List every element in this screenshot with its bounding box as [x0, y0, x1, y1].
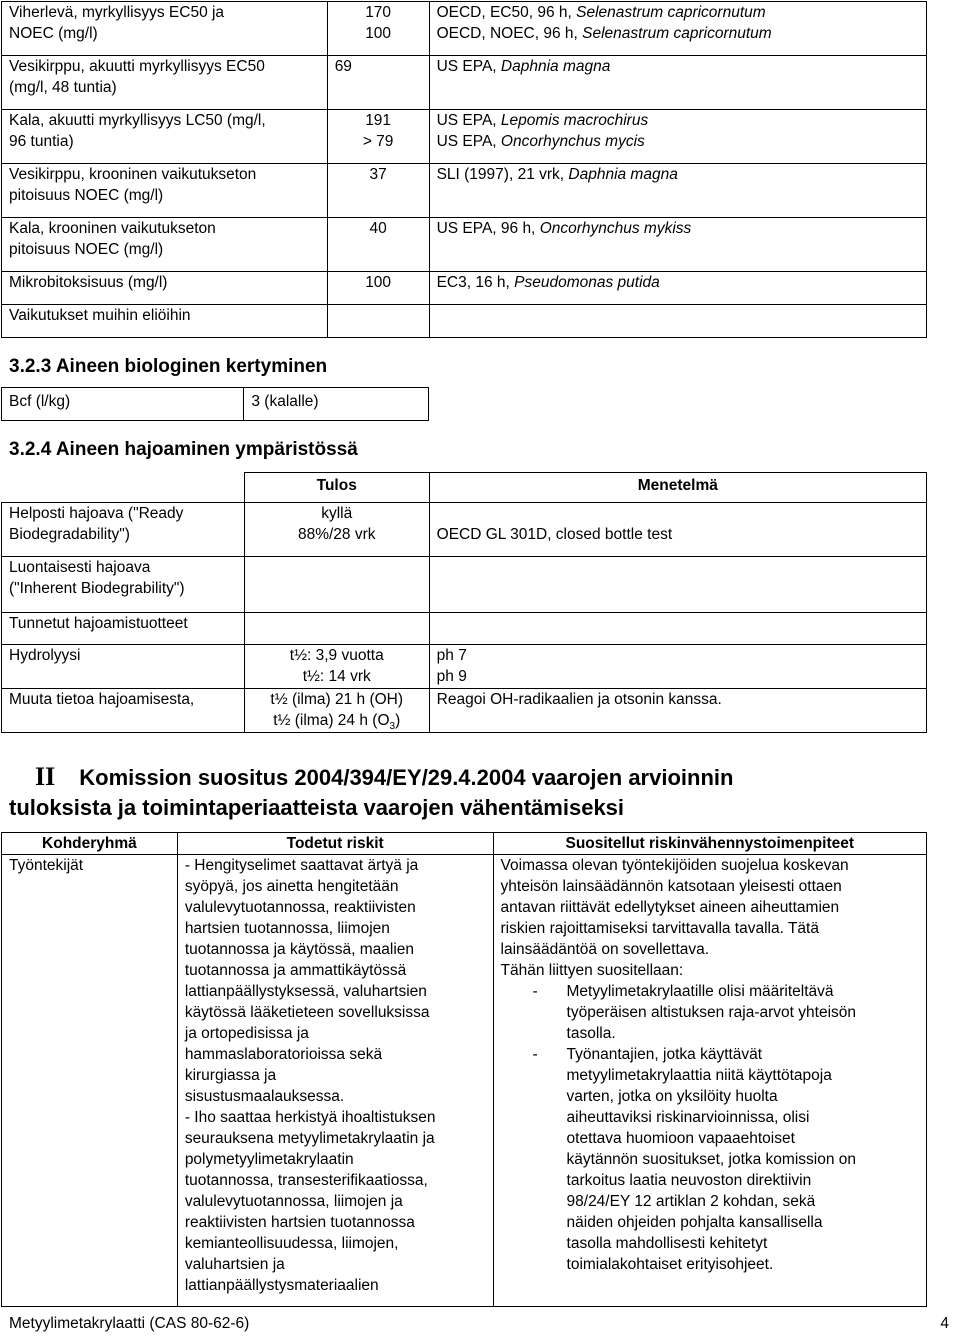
- tox-row: [2, 110, 927, 164]
- measure-bullet-line: toimialakohtaiset erityisohjeet.: [566, 1256, 774, 1273]
- risk-group-cell: Työntekijät: [2, 855, 178, 1307]
- risk-line: - Iho saattaa herkistyä ihoaltistuksen: [184, 1109, 436, 1126]
- tox-value: [327, 218, 429, 272]
- tox-method: [429, 218, 926, 272]
- measure-bullet-line: otettava huomioon vapaaehtoiset: [566, 1130, 795, 1147]
- degradation-label-line: Tunnetut hajoamistuotteet: [9, 615, 188, 632]
- measures-list: [501, 981, 919, 1275]
- risk-line: sisustusmaalauksessa.: [184, 1088, 345, 1105]
- tox-row: [2, 305, 927, 338]
- degradation-method: [429, 557, 926, 613]
- measure-intro-line: Voimassa olevan työntekijöiden suojelua koskevan: [500, 857, 849, 874]
- tox-label: [2, 305, 328, 338]
- measure-bullet-line: metyylimetakrylaattia niitä käyttötapoja: [566, 1067, 832, 1084]
- tox-method-species: Daphnia magna: [500, 58, 611, 75]
- footer-document-name: Metyylimetakrylaatti (CAS 80-62-6): [9, 1315, 250, 1332]
- tox-label-line: Vesikirppu, krooninen vaikutukseton: [9, 166, 257, 183]
- degradation-label: [2, 645, 245, 689]
- degradation-result-line: t½ (ilma) 21 h (OH): [270, 691, 404, 708]
- tox-value-line: > 79: [362, 133, 394, 150]
- bcf-value: 3 (kalalle): [244, 388, 429, 421]
- degradation-header-result: Tulos: [244, 473, 429, 503]
- risk-line: ja ortopedisissa ja: [184, 1025, 309, 1042]
- risk-line: tuotannossa ja käytössä, maalien: [184, 941, 415, 958]
- degradation-row: [2, 557, 927, 613]
- risk-line: syöpyä, jos ainetta hengitetään: [184, 878, 399, 895]
- degradation-result-line: t½: 14 vrk: [302, 668, 371, 685]
- degradation-result-line: kyllä: [321, 505, 353, 522]
- tox-value: [327, 2, 429, 56]
- tox-method-text: US EPA, 96 h,: [436, 220, 540, 237]
- degradation-result: [244, 557, 429, 613]
- measure-intro-line: riskien rajoittamiseksi tarvittavalla tavalla. Tätä: [500, 920, 819, 937]
- tox-value: [327, 272, 429, 305]
- degradation-label: [2, 613, 245, 645]
- tox-method-text: OECD, EC50, 96 h,: [436, 4, 577, 21]
- degradation-result-line: 88%/28 vrk: [297, 526, 376, 543]
- footer-page-number: 4: [940, 1315, 949, 1332]
- tox-method-species: Pseudomonas putida: [514, 274, 660, 291]
- tox-value: [327, 305, 429, 338]
- measure-bullet-line: varten, jotka on yksilöity huolta: [566, 1088, 778, 1105]
- tox-label-line: Vesikirppu, akuutti myrkyllisyys EC50: [9, 58, 265, 75]
- tox-label-line: NOEC (mg/l): [9, 25, 98, 42]
- tox-value-line: 100: [365, 274, 392, 291]
- degradation-header-method: Menetelmä: [429, 473, 926, 503]
- degradation-result: [244, 689, 429, 733]
- risk-line: lattianpäällystyksessä, valuhartsien: [184, 983, 427, 1000]
- tox-label-line: Viherlevä, myrkyllisyys EC50 ja: [9, 4, 225, 21]
- risk-line: seurauksena metyylimetakrylaatin ja: [184, 1130, 435, 1147]
- measure-bullet-line: näiden ohjeiden pohjalta kansallisella: [566, 1214, 823, 1231]
- measure-bullet-line: aiheuttaviksi riskinarvioinnissa, olisi: [566, 1109, 810, 1126]
- tox-method-text: EC3, 16 h,: [436, 274, 515, 291]
- tox-label: [2, 272, 328, 305]
- tox-label-line: Kala, akuutti myrkyllisyys LC50 (mg/l,: [9, 112, 266, 129]
- risk-line: hammaslaboratorioissa sekä: [184, 1046, 383, 1063]
- degradation-method: [429, 689, 926, 733]
- tox-method-species: Selenastrum capricornutum: [576, 4, 766, 21]
- tox-method-text: OECD, NOEC, 96 h,: [436, 25, 583, 42]
- tox-method-species: Daphnia magna: [568, 166, 678, 183]
- degradation-result-close: ): [395, 712, 401, 729]
- section-ii-roman: II: [35, 762, 56, 791]
- tox-method-species: Oncorhynchus mycis: [500, 133, 645, 150]
- degradation-label: [2, 689, 245, 733]
- risk-header-risks: Todetut riskit: [177, 833, 493, 855]
- degradation-method-line: Reagoi OH-radikaalien ja otsonin kanssa.: [436, 691, 722, 708]
- tox-row: [2, 164, 927, 218]
- tox-value: [327, 56, 429, 110]
- tox-label: [2, 2, 328, 56]
- ozone-subscript: 3: [389, 721, 396, 733]
- degradation-table: [1, 472, 927, 733]
- tox-method-text: US EPA,: [436, 58, 501, 75]
- tox-value-line: 100: [365, 25, 392, 42]
- degradation-method-line: ph 7: [436, 647, 467, 664]
- degradation-label-line: Helposti hajoava ("Ready: [9, 505, 184, 522]
- degradation-header-empty: [2, 473, 245, 503]
- risk-line: tuotannossa ja ammattikäytössä: [184, 962, 407, 979]
- tox-value-line: 69: [334, 58, 352, 75]
- degradation-result: [244, 503, 429, 557]
- section-3-2-4-heading: 3.2.4 Aineen hajoaminen ympäristössä: [9, 439, 358, 460]
- tox-label-line: Vaikutukset muihin eliöihin: [9, 307, 191, 324]
- tox-label-line: 96 tuntia): [9, 133, 74, 150]
- degradation-label-line: ("Inherent Biodegrability"): [9, 580, 185, 597]
- measure-intro-line: Tähän liittyen suositellaan:: [500, 962, 684, 979]
- measure-intro-line: yhteisön lainsäädännön katsotaan yleisesti ottaen: [500, 878, 842, 895]
- risk-line: käytössä lääketieteen sovelluksissa: [184, 1004, 430, 1021]
- measure-bullet-line: Työnantajien, jotka käyttävät: [566, 1046, 763, 1063]
- measure-bullet-line: työperäisen altistuksen raja-arvot yhteisön: [566, 1004, 856, 1021]
- risk-line: lattianpäällystysmateriaalien: [184, 1277, 379, 1294]
- ecotoxicity-table: [1, 1, 927, 338]
- bcf-table: [1, 387, 429, 421]
- measure-bullet-line: tarkoitus laatia neuvoston direktiivin: [566, 1172, 812, 1189]
- risk-line: kemianteollisuudessa, liimojen,: [184, 1235, 399, 1252]
- degradation-method: [429, 645, 926, 689]
- tox-method: [429, 2, 926, 56]
- risk-line: valulevytuotannossa, reaktiivisten: [184, 899, 416, 916]
- measure-bullet-line: tasolla.: [566, 1025, 616, 1042]
- degradation-label-line: Biodegradability"): [9, 526, 130, 543]
- tox-value-line: 37: [369, 166, 387, 183]
- measure-bullet-line: tasolla mahdollisesti kehitetyt: [566, 1235, 768, 1252]
- degradation-result-line: t½: 3,9 vuotta: [289, 647, 384, 664]
- risk-line: tuotannossa, transesterifikaatiossa,: [184, 1172, 428, 1189]
- measure-bullet: [501, 1044, 919, 1275]
- measure-intro-line: lainsäädäntöä on sovellettava.: [500, 941, 710, 958]
- degradation-result-line: t½ (ilma) 24 h (O: [273, 712, 390, 729]
- tox-method: [429, 305, 926, 338]
- tox-method-text: SLI (1997), 21 vrk,: [436, 166, 569, 183]
- tox-value-line: 191: [365, 112, 392, 129]
- tox-value-line: 170: [365, 4, 392, 21]
- degradation-method: [429, 503, 926, 557]
- tox-row: [2, 56, 927, 110]
- risk-table: [1, 832, 927, 1307]
- bcf-label: Bcf (l/kg): [2, 388, 244, 421]
- tox-label: [2, 164, 328, 218]
- measure-bullet-line: 98/24/EY 12 artiklan 2 kohdan, sekä: [566, 1193, 816, 1210]
- tox-method-species: Lepomis macrochirus: [500, 112, 649, 129]
- degradation-label: [2, 503, 245, 557]
- tox-method: [429, 56, 926, 110]
- risk-header-measures: Suositellut riskinvähennystoimenpiteet: [493, 833, 926, 855]
- degradation-label-line: Luontaisesti hajoava: [9, 559, 151, 576]
- degradation-label-line: Muuta tietoa hajoamisesta,: [9, 691, 195, 708]
- measure-bullet-line: käytännön suositukset, jotka komission on: [566, 1151, 857, 1168]
- degradation-label: [2, 557, 245, 613]
- degradation-row: [2, 503, 927, 557]
- risk-line: hartsien tuotannossa, liimojen: [184, 920, 390, 937]
- degradation-row: [2, 689, 927, 733]
- tox-label-line: Kala, krooninen vaikutukseton: [9, 220, 216, 237]
- tox-label-line: Mikrobitoksisuus (mg/l): [9, 274, 168, 291]
- tox-value: [327, 164, 429, 218]
- tox-method-text: US EPA,: [436, 112, 501, 129]
- degradation-result: [244, 613, 429, 645]
- degradation-row: [2, 613, 927, 645]
- dash-marker: -: [532, 1046, 538, 1063]
- section-3-2-3-heading: 3.2.3 Aineen biologinen kertyminen: [9, 356, 328, 377]
- tox-method-text: US EPA,: [436, 133, 501, 150]
- tox-row: [2, 218, 927, 272]
- tox-value: [327, 110, 429, 164]
- measure-intro-line: antavan riittävät edellytykset aineen aiheuttamien: [500, 899, 840, 916]
- tox-label-line: pitoisuus NOEC (mg/l): [9, 241, 164, 258]
- tox-method-species: Oncorhynchus mykiss: [539, 220, 692, 237]
- degradation-method-line: OECD GL 301D, closed bottle test: [436, 526, 673, 543]
- risk-risks-cell: [177, 855, 493, 1307]
- degradation-method-line: ph 9: [436, 668, 467, 685]
- tox-label: [2, 110, 328, 164]
- section-ii-title-line2: tuloksista ja toimintaperiaatteista vaarojen vähentämiseksi: [9, 795, 625, 820]
- tox-method: [429, 110, 926, 164]
- risk-line: valuhartsien ja: [184, 1256, 285, 1273]
- tox-method: [429, 272, 926, 305]
- page-footer: [9, 1313, 949, 1334]
- tox-value-line: 40: [369, 220, 387, 237]
- section-ii-title-line1: Komission suositus 2004/394/EY/29.4.2004 vaarojen arvioinnin: [79, 765, 734, 790]
- tox-label: [2, 56, 328, 110]
- degradation-method: [429, 613, 926, 645]
- risk-line: polymetyylimetakrylaatin: [184, 1151, 354, 1168]
- risk-header-group: Kohderyhmä: [2, 833, 178, 855]
- tox-label-line: pitoisuus NOEC (mg/l): [9, 187, 164, 204]
- risk-line: valulevytuotannossa, liimojen ja: [184, 1193, 403, 1210]
- degradation-row: [2, 645, 927, 689]
- degradation-result: [244, 645, 429, 689]
- tox-row: [2, 272, 927, 305]
- measure-bullet-line: Metyylimetakrylaatille olisi määriteltävä: [566, 983, 834, 1000]
- section-ii-title: [9, 762, 949, 823]
- tox-label-line: (mg/l, 48 tuntia): [9, 79, 117, 96]
- dash-marker: -: [532, 983, 538, 1000]
- tox-method-species: Selenastrum capricornutum: [582, 25, 772, 42]
- tox-label: [2, 218, 328, 272]
- measure-bullet: [501, 981, 919, 1044]
- tox-row: [2, 2, 927, 56]
- degradation-label-line: Hydrolyysi: [9, 647, 81, 664]
- tox-method: [429, 164, 926, 218]
- risk-line: reaktiivisten hartsien tuotannossa: [184, 1214, 415, 1231]
- risk-measures-cell: [493, 855, 926, 1307]
- risk-line: - Hengityselimet saattavat ärtyä ja: [184, 857, 419, 874]
- risk-line: kirurgiassa ja: [184, 1067, 277, 1084]
